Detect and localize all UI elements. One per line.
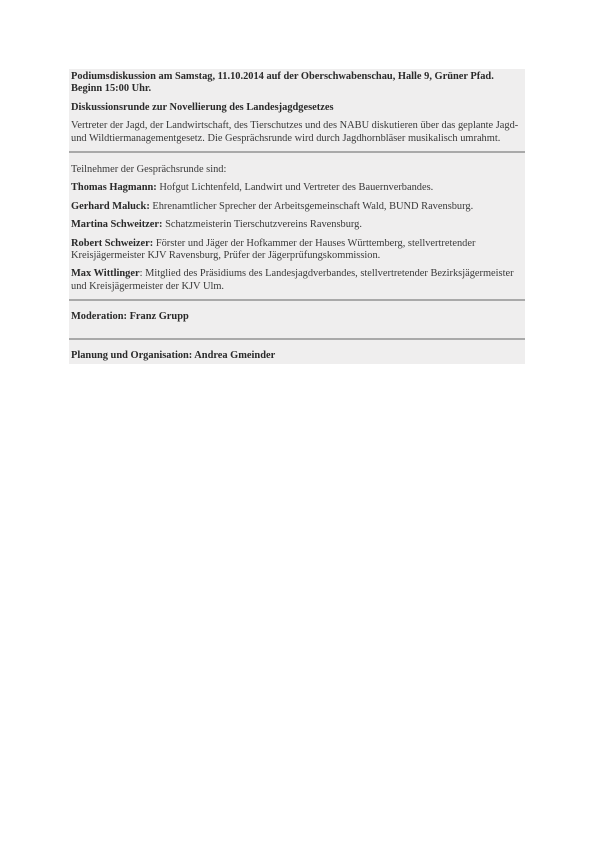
participant-name: Max Wittlinger: [71, 268, 140, 280]
event-subheadline: Diskussionsrunde zur Novellierung des Landesjagdgesetzes: [71, 101, 334, 113]
moderation-line: Moderation: Franz Grupp: [71, 311, 189, 323]
participant-description: : Mitglied des Präsidiums des Landesjagdverbandes, stellvertretender Bezirksjägermeister und Kreisjägermeister der KJV Ulm.: [71, 268, 514, 292]
participants-intro: Teilnehmer der Gesprächsrunde sind:: [71, 164, 227, 176]
participant-entry: [71, 238, 523, 263]
event-description: Vertreter der Jagd, der Landwirtschaft, des Tierschutzes und des NABU diskutieren über das geplante Jagd- und Wildtiermanagementgesetz. Die Gesprächsrunde wird durch Jagdhornbläser musikalisch umrahmt.: [71, 120, 519, 144]
participant-entry: [71, 268, 523, 293]
participant-name: Martina Schweitzer:: [71, 219, 163, 231]
participant-name: Gerhard Maluck:: [71, 200, 150, 212]
participant-entry: [71, 182, 523, 194]
participant-description: Förster und Jäger der Hofkammer der Hauses Württemberg, stellvertretender Kreisjägermeister KJV Ravensburg, Prüfer der Jägerprüfungskommission.: [71, 237, 476, 262]
participant-description: Schatzmeisterin Tierschutzvereins Ravensburg.: [162, 219, 362, 231]
intro-section: [69, 69, 525, 151]
participant-entry: [71, 219, 523, 231]
event-headline: Podiumsdiskussion am Samstag, 11.10.2014 auf der Oberschwabenschau, Halle 9, Grüner Pfad. Beginn 15:00 Uhr.: [71, 71, 494, 95]
participant-name: Robert Schweizer:: [71, 237, 154, 249]
moderation-section: [69, 301, 525, 337]
participant-name: Thomas Hagmann:: [71, 182, 157, 194]
participant-description: Hofgut Lichtenfeld, Landwirt und Vertreter des Bauernverbandes.: [156, 182, 434, 194]
participant-entry: [71, 201, 523, 213]
participants-section: [69, 153, 525, 299]
planning-section: [69, 340, 525, 364]
participant-description: Ehrenamtlicher Sprecher der Arbeitsgemeinschaft Wald, BUND Ravensburg.: [149, 200, 474, 212]
planning-line: Planung und Organisation: Andrea Gmeinder: [71, 349, 276, 361]
document-content: [69, 69, 525, 364]
